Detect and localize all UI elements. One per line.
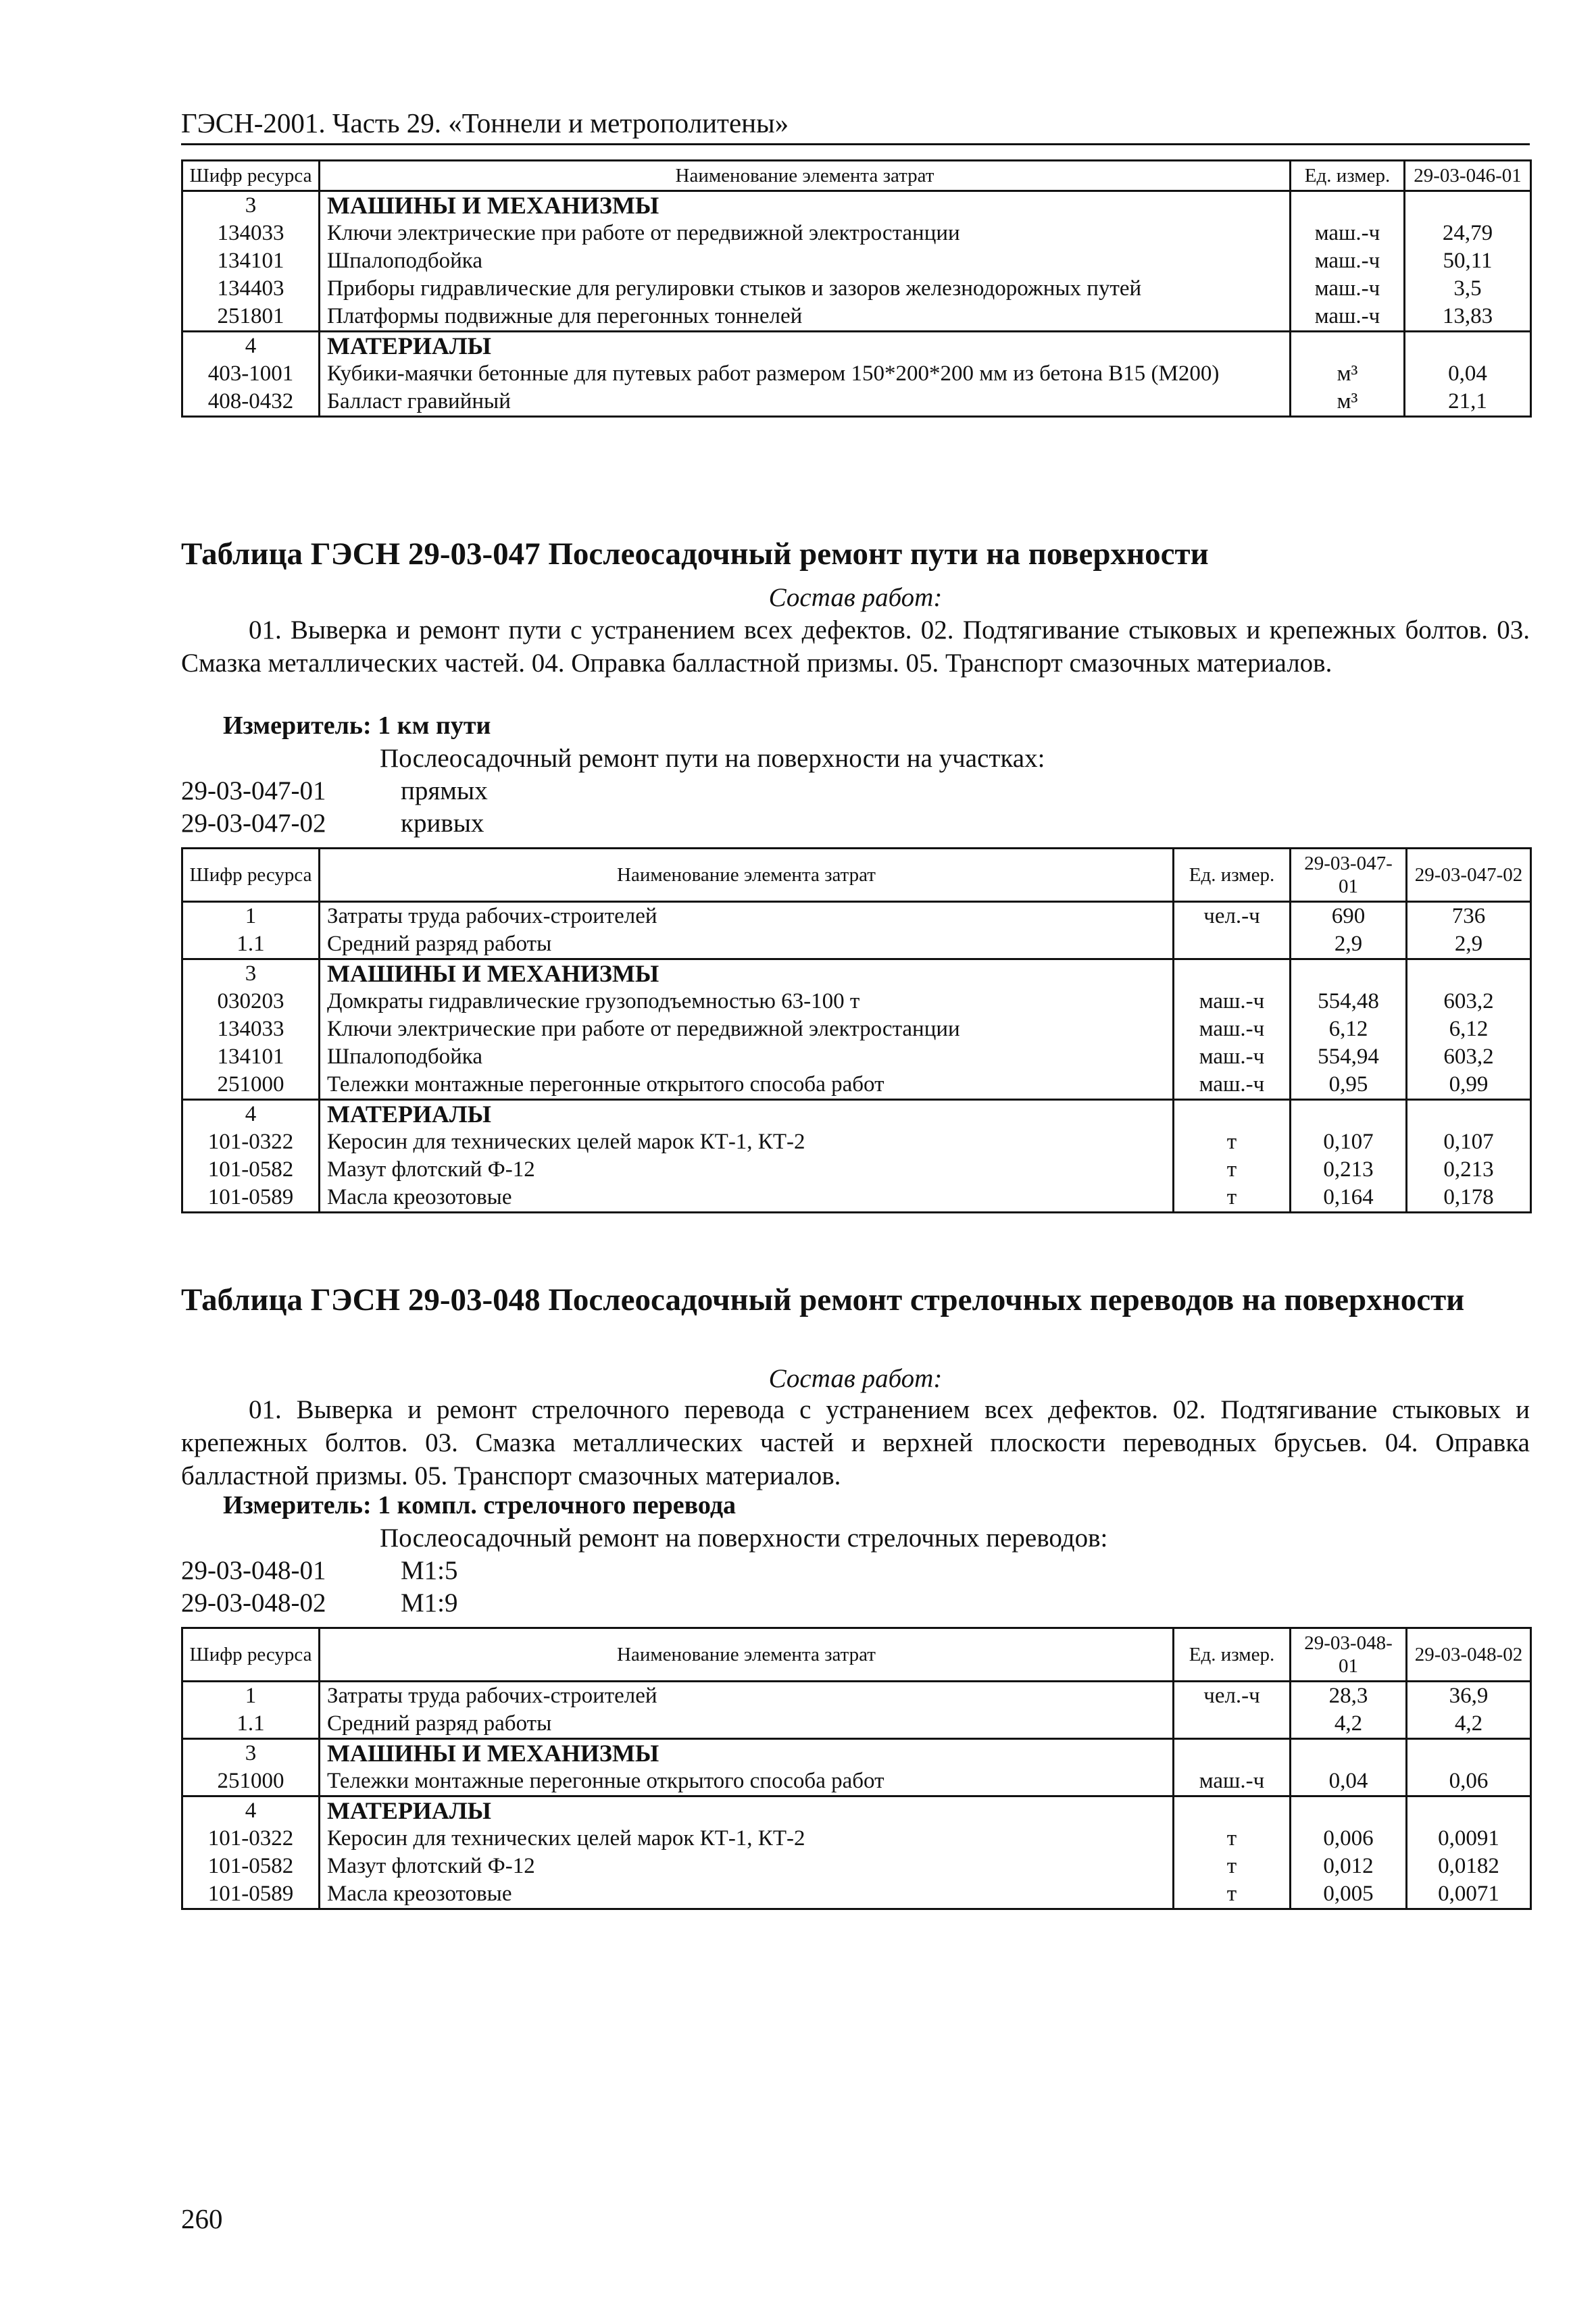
- resource-name: МАШИНЫ И МЕХАНИЗМЫ: [320, 191, 1291, 220]
- section-row: [182, 959, 1531, 988]
- col-header-name: Наименование элемента затрат: [320, 849, 1174, 902]
- resource-code: 251801: [182, 303, 320, 332]
- value-1: 3,5: [1405, 275, 1531, 303]
- resource-name: Балласт гравийный: [320, 388, 1291, 417]
- value-2: [1407, 959, 1531, 988]
- table-row: [182, 275, 1531, 303]
- table-row: [182, 360, 1531, 388]
- variant-code: 29-03-048-02: [181, 1588, 326, 1617]
- variant-label: кривых: [401, 809, 484, 838]
- resource-name: Затраты труда рабочих-строителей: [320, 902, 1174, 931]
- resource-name: Тележки монтажные перегонные открытого способа работ: [320, 1071, 1174, 1100]
- unit: маш.-ч: [1291, 275, 1405, 303]
- resource-name: МАШИНЫ И МЕХАНИЗМЫ: [320, 959, 1174, 988]
- col-header-variant-2: 29-03-047-02: [1407, 849, 1531, 902]
- unit: маш.-ч: [1174, 1015, 1291, 1043]
- resource-name: Домкраты гидравлические грузоподъемностью 63-100 т: [320, 988, 1174, 1015]
- resource-code: 134101: [182, 247, 320, 275]
- table-row: [182, 1710, 1531, 1739]
- value-2: 0,0071: [1407, 1880, 1531, 1909]
- unit: т: [1174, 1853, 1291, 1880]
- resource-code: 4: [182, 1100, 320, 1129]
- variant-row: [181, 808, 484, 838]
- unit: маш.-ч: [1174, 1071, 1291, 1100]
- variants-subtitle-047: Послеосадочный ремонт пути на поверхности на участках:: [380, 744, 1045, 773]
- resource-code: 030203: [182, 988, 320, 1015]
- unit: [1291, 191, 1405, 220]
- col-header-code: Шифр ресурса: [182, 161, 320, 191]
- resource-code: 408-0432: [182, 388, 320, 417]
- col-header-unit: Ед. измер.: [1291, 161, 1405, 191]
- value-1: [1291, 1796, 1407, 1826]
- variant-label: М1:5: [401, 1556, 458, 1585]
- table-row: [182, 1825, 1531, 1853]
- variants-subtitle-048: Послеосадочный ремонт на поверхности стрелочных переводов:: [380, 1524, 1108, 1553]
- resource-name: МАШИНЫ И МЕХАНИЗМЫ: [320, 1739, 1174, 1768]
- measure-048: Измеритель: 1 компл. стрелочного перевода: [223, 1491, 737, 1519]
- resource-code: 101-0589: [182, 1880, 320, 1909]
- resource-code: 3: [182, 959, 320, 988]
- resource-code: 1.1: [182, 930, 320, 959]
- resource-code: 134101: [182, 1043, 320, 1071]
- resource-code: 101-0589: [182, 1184, 320, 1213]
- value-1: [1291, 1739, 1407, 1768]
- resource-code: 251000: [182, 1071, 320, 1100]
- variant-label: М1:9: [401, 1588, 458, 1617]
- col-header-code: Шифр ресурса: [182, 849, 320, 902]
- resource-code: 101-0582: [182, 1156, 320, 1184]
- value-1: 0,213: [1291, 1156, 1407, 1184]
- value-1: 28,3: [1291, 1682, 1407, 1711]
- resource-code: 101-0322: [182, 1825, 320, 1853]
- resource-name: Тележки монтажные перегонные открытого способа работ: [320, 1767, 1174, 1796]
- value-1: 24,79: [1405, 220, 1531, 247]
- value-2: 4,2: [1407, 1710, 1531, 1739]
- work-composition-text-048: 01. Выверка и ремонт стрелочного перевода с устранением всех дефектов. 02. Подтягивание стыковых и крепежных болтов. 03. Смазка металлических частей и верхней плоскости переводных брусьев. 04. Оправка балластной призмы. 05. Транспорт смазочных материалов.: [181, 1395, 1530, 1490]
- unit: м³: [1291, 360, 1405, 388]
- resource-name: МАТЕРИАЛЫ: [320, 1100, 1174, 1129]
- resource-name: Кубики-маячки бетонные для путевых работ размером 150*200*200 мм из бетона В15 (М200): [320, 360, 1291, 388]
- page-number: 260: [181, 2203, 223, 2234]
- value-1: 0,107: [1291, 1128, 1407, 1156]
- table-row: [182, 1184, 1531, 1213]
- value-2: 603,2: [1407, 988, 1531, 1015]
- resource-name: Приборы гидравлические для регулировки стыков и зазоров железнодорожных путей: [320, 275, 1291, 303]
- resource-name: Шпалоподбойка: [320, 247, 1291, 275]
- unit: маш.-ч: [1174, 1767, 1291, 1796]
- value-1: 0,04: [1405, 360, 1531, 388]
- col-header-name: Наименование элемента затрат: [320, 1628, 1174, 1682]
- value-2: [1407, 1100, 1531, 1129]
- table-title-048-text: Таблица ГЭСН 29-03-048 Послеосадочный ремонт стрелочных переводов на поверхности: [181, 1282, 1465, 1317]
- table-row: [182, 930, 1531, 959]
- resource-name: МАТЕРИАЛЫ: [320, 1796, 1174, 1826]
- variant-code: 29-03-047-02: [181, 809, 326, 838]
- section-row: [182, 191, 1531, 220]
- running-header: ГЭСН-2001. Часть 29. «Тоннели и метрополитены»: [181, 107, 1530, 145]
- value-1: [1405, 191, 1531, 220]
- value-2: 736: [1407, 902, 1531, 931]
- col-header-variant: 29-03-046-01: [1405, 161, 1531, 191]
- value-1: 554,94: [1291, 1043, 1407, 1071]
- value-2: 0,0091: [1407, 1825, 1531, 1853]
- resource-name: Мазут флотский Ф-12: [320, 1156, 1174, 1184]
- value-2: 2,9: [1407, 930, 1531, 959]
- value-1: 0,005: [1291, 1880, 1407, 1909]
- unit: м³: [1291, 388, 1405, 417]
- unit: [1174, 930, 1291, 959]
- resource-code: 1: [182, 1682, 320, 1711]
- table-row: [182, 1128, 1531, 1156]
- value-2: [1407, 1739, 1531, 1768]
- value-1: 0,012: [1291, 1853, 1407, 1880]
- table-title-047: Таблица ГЭСН 29-03-047 Послеосадочный ремонт пути на поверхности: [181, 536, 1209, 572]
- col-header-variant-2: 29-03-048-02: [1407, 1628, 1531, 1682]
- resource-table-047: [181, 847, 1532, 1213]
- resource-code: 1.1: [182, 1710, 320, 1739]
- resource-name: МАТЕРИАЛЫ: [320, 332, 1291, 361]
- value-1: 0,164: [1291, 1184, 1407, 1213]
- col-header-unit: Ед. измер.: [1174, 849, 1291, 902]
- value-1: [1291, 959, 1407, 988]
- table-row: [182, 902, 1531, 931]
- resource-code: 134403: [182, 275, 320, 303]
- unit: [1174, 1710, 1291, 1739]
- resource-code: 4: [182, 332, 320, 361]
- unit: т: [1174, 1156, 1291, 1184]
- work-composition-text-047: 01. Выверка и ремонт пути с устранением всех дефектов. 02. Подтягивание стыковых и крепежных болтов. 03. Смазка металлических частей. 04. Оправка балластной призмы. 05. Транспорт смазочных материалов.: [181, 615, 1530, 678]
- resource-code: 4: [182, 1796, 320, 1826]
- resource-name: Керосин для технических целей марок КТ-1, КТ-2: [320, 1128, 1174, 1156]
- resource-name: Шпалоподбойка: [320, 1043, 1174, 1071]
- table-row: [182, 988, 1531, 1015]
- table-row: [182, 303, 1531, 332]
- resource-name: Ключи электрические при работе от передвижной электростанции: [320, 1015, 1174, 1043]
- unit: т: [1174, 1880, 1291, 1909]
- resource-name: Ключи электрические при работе от передвижной электростанции: [320, 220, 1291, 247]
- value-1: 690: [1291, 902, 1407, 931]
- unit: чел.-ч: [1174, 1682, 1291, 1711]
- value-1: 0,95: [1291, 1071, 1407, 1100]
- table-row: [182, 1767, 1531, 1796]
- resource-code: 251000: [182, 1767, 320, 1796]
- table-row: [182, 1156, 1531, 1184]
- value-1: 2,9: [1291, 930, 1407, 959]
- unit: маш.-ч: [1291, 303, 1405, 332]
- value-2: 0,213: [1407, 1156, 1531, 1184]
- table-row: [182, 1043, 1531, 1071]
- col-header-variant-1: 29-03-048-01: [1291, 1628, 1407, 1682]
- unit: маш.-ч: [1174, 988, 1291, 1015]
- value-2: 36,9: [1407, 1682, 1531, 1711]
- table-title-048: [181, 1281, 1526, 1319]
- resource-code: 101-0322: [182, 1128, 320, 1156]
- work-composition-label-047: Состав работ:: [768, 583, 943, 612]
- variant-code: 29-03-048-01: [181, 1556, 326, 1585]
- value-2: 0,99: [1407, 1071, 1531, 1100]
- resource-name: Мазут флотский Ф-12: [320, 1853, 1174, 1880]
- unit: [1174, 1796, 1291, 1826]
- resource-code: 134033: [182, 1015, 320, 1043]
- col-header-unit: Ед. измер.: [1174, 1628, 1291, 1682]
- value-2: [1407, 1796, 1531, 1826]
- unit: маш.-ч: [1174, 1043, 1291, 1071]
- unit: т: [1174, 1184, 1291, 1213]
- resource-name: Затраты труда рабочих-строителей: [320, 1682, 1174, 1711]
- value-2: 0,178: [1407, 1184, 1531, 1213]
- measure-047: Измеритель: 1 км пути: [223, 711, 491, 740]
- resource-name: Средний разряд работы: [320, 930, 1174, 959]
- value-1: 0,04: [1291, 1767, 1407, 1796]
- unit: [1174, 1100, 1291, 1129]
- unit: т: [1174, 1128, 1291, 1156]
- col-header-name: Наименование элемента затрат: [320, 161, 1291, 191]
- resource-code: 1: [182, 902, 320, 931]
- unit: т: [1174, 1825, 1291, 1853]
- variant-row: [181, 776, 488, 806]
- value-1: 6,12: [1291, 1015, 1407, 1043]
- value-1: 0,006: [1291, 1825, 1407, 1853]
- value-1: 4,2: [1291, 1710, 1407, 1739]
- resource-table-046: [181, 159, 1532, 418]
- value-2: 0,0182: [1407, 1853, 1531, 1880]
- resource-table-048: [181, 1627, 1532, 1910]
- table-row: [182, 388, 1531, 417]
- table-row: [182, 247, 1531, 275]
- table-row: [182, 1071, 1531, 1100]
- variant-label: прямых: [401, 776, 488, 805]
- section-row: [182, 1100, 1531, 1129]
- variant-row: [181, 1588, 458, 1618]
- resource-code: 101-0582: [182, 1853, 320, 1880]
- table-row: [182, 1015, 1531, 1043]
- value-1: 13,83: [1405, 303, 1531, 332]
- col-header-code: Шифр ресурса: [182, 1628, 320, 1682]
- value-1: 21,1: [1405, 388, 1531, 417]
- resource-code: 3: [182, 1739, 320, 1768]
- table-row: [182, 1853, 1531, 1880]
- work-composition-label-048: Состав работ:: [768, 1364, 943, 1393]
- resource-name: Масла креозотовые: [320, 1184, 1174, 1213]
- resource-code: 134033: [182, 220, 320, 247]
- resource-code: 3: [182, 191, 320, 220]
- resource-code: 403-1001: [182, 360, 320, 388]
- table-row: [182, 220, 1531, 247]
- resource-name: Средний разряд работы: [320, 1710, 1174, 1739]
- resource-name: Керосин для технических целей марок КТ-1, КТ-2: [320, 1825, 1174, 1853]
- value-2: 0,06: [1407, 1767, 1531, 1796]
- unit: маш.-ч: [1291, 220, 1405, 247]
- value-1: 50,11: [1405, 247, 1531, 275]
- unit: [1291, 332, 1405, 361]
- unit: [1174, 1739, 1291, 1768]
- unit: [1174, 959, 1291, 988]
- value-1: 554,48: [1291, 988, 1407, 1015]
- section-row: [182, 332, 1531, 361]
- section-row: [182, 1796, 1531, 1826]
- col-header-variant-1: 29-03-047-01: [1291, 849, 1407, 902]
- section-row: [182, 1739, 1531, 1768]
- table-row: [182, 1682, 1531, 1711]
- table-row: [182, 1880, 1531, 1909]
- variant-row: [181, 1555, 458, 1586]
- unit: чел.-ч: [1174, 902, 1291, 931]
- value-2: 0,107: [1407, 1128, 1531, 1156]
- variant-code: 29-03-047-01: [181, 776, 326, 805]
- value-2: 6,12: [1407, 1015, 1531, 1043]
- unit: маш.-ч: [1291, 247, 1405, 275]
- value-2: 603,2: [1407, 1043, 1531, 1071]
- value-1: [1291, 1100, 1407, 1129]
- resource-name: Платформы подвижные для перегонных тоннелей: [320, 303, 1291, 332]
- value-1: [1405, 332, 1531, 361]
- resource-name: Масла креозотовые: [320, 1880, 1174, 1909]
